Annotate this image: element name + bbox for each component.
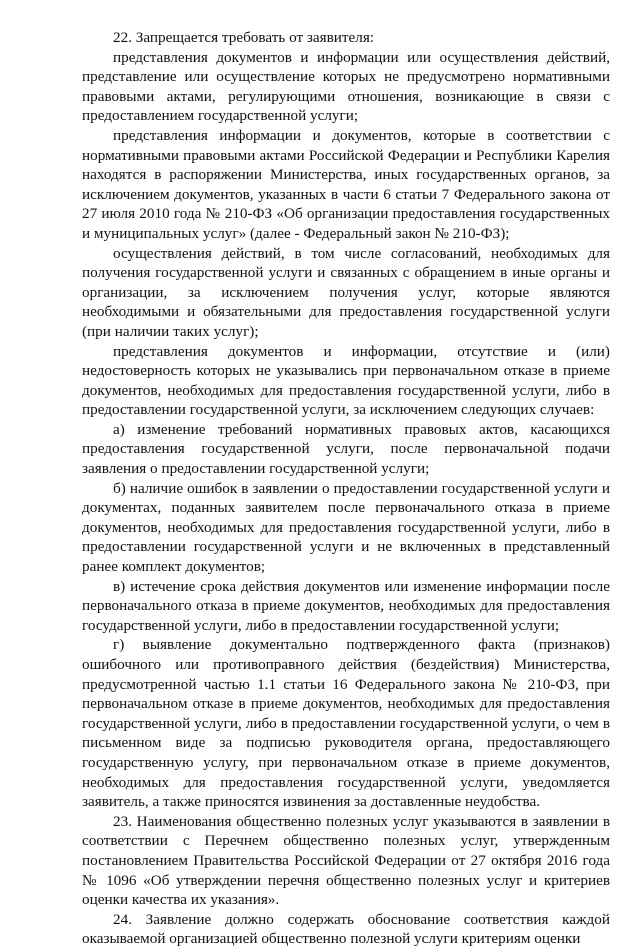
subitem-v: в) истечение срока действия документов или изменение информации после первоначального отказа в приеме документов, необходимых для предоставления государственной услуги, либо в предоставлении государственной услуги;	[82, 577, 610, 634]
item-24: 24. Заявление должно содержать обоснование соответствия каждой оказываемой организацией общественно полезной услуги критериям оценки	[82, 910, 610, 948]
item-22-heading: 22. Запрещается требовать от заявителя:	[113, 29, 375, 46]
paragraph-actions-approvals: осуществления действий, в том числе согласований, необходимых для получения государственной услуги и связанных с обращением в иные органы и организации, за исключением получения услуг, которые являются необходимыми и обязательными для предоставления государственной услуги (при наличии таких услуг);	[82, 244, 610, 340]
subitem-g: г) выявление документально подтвержденного факта (признаков) ошибочного или противоправного действия (бездействия) Министерства, предусмотренной частью 1.1 статьи 16 Федерального закона № 210-ФЗ, при первоначальном отказе в приеме документов, необходимых для предоставления государственной услуги, либо в предоставлении государственной услуги, о чем в письменном виде за подписью руководителя органа, предоставляющего государственную услугу, при первоначальном отказе в приеме документов, необходимых для предоставления государственной услуги, уведомляется заявитель, а также приносятся извинения за доставленные неудобства.	[82, 636, 610, 811]
paragraph-missing-documents: представления документов и информации, отсутствие и (или) недостоверность которых не указывались при первоначальном отказе в приеме документов, необходимых для предоставления государственной услуги, либо в предоставлении государственной услуги, за исключением следующих случаев:	[82, 342, 610, 419]
paragraph-information-in-possession: представления информации и документов, которые в соответствии с нормативными правовыми актами Российской Федерации и Республики Карелия находятся в распоряжении Министерства, иных государственных органов, за исключением документов, указанных в части 6 статьи 7 Федерального закона от 27 июля 2010 года № 210-ФЗ «Об организации предоставления государственных и муниципальных услуг» (далее - Федеральный закон № 210-ФЗ);	[82, 126, 610, 242]
paragraph-documents-not-required: представления документов и информации или осуществления действий, представление или осуществление которых не предусмотрено нормативными правовыми актами, регулирующими отношения, возникающие в связи с предоставлением государственной услуги;	[82, 48, 610, 125]
subitem-a: а) изменение требований нормативных правовых актов, касающихся предоставления государственной услуги, после первоначальной подачи заявления о предоставлении государственной услуги;	[82, 420, 610, 478]
subitem-b: б) наличие ошибок в заявлении о предоставлении государственной услуги и документах, поданных заявителем после первоначального отказа в приеме документов, необходимых для предоставления государственной услуги, либо в предоставлении государственной услуги и не включенных в представленный ранее комплект документов;	[82, 479, 610, 576]
item-23: 23. Наименования общественно полезных услуг указываются в заявлении в соответствии с Перечнем общественно полезных услуг, утвержденным постановлением Правительства Российской Федерации от 27 октября 2016 года № 1096 «Об утверждении перечня общественно полезных услуг и критериев оценки качества их указания».	[82, 812, 610, 909]
